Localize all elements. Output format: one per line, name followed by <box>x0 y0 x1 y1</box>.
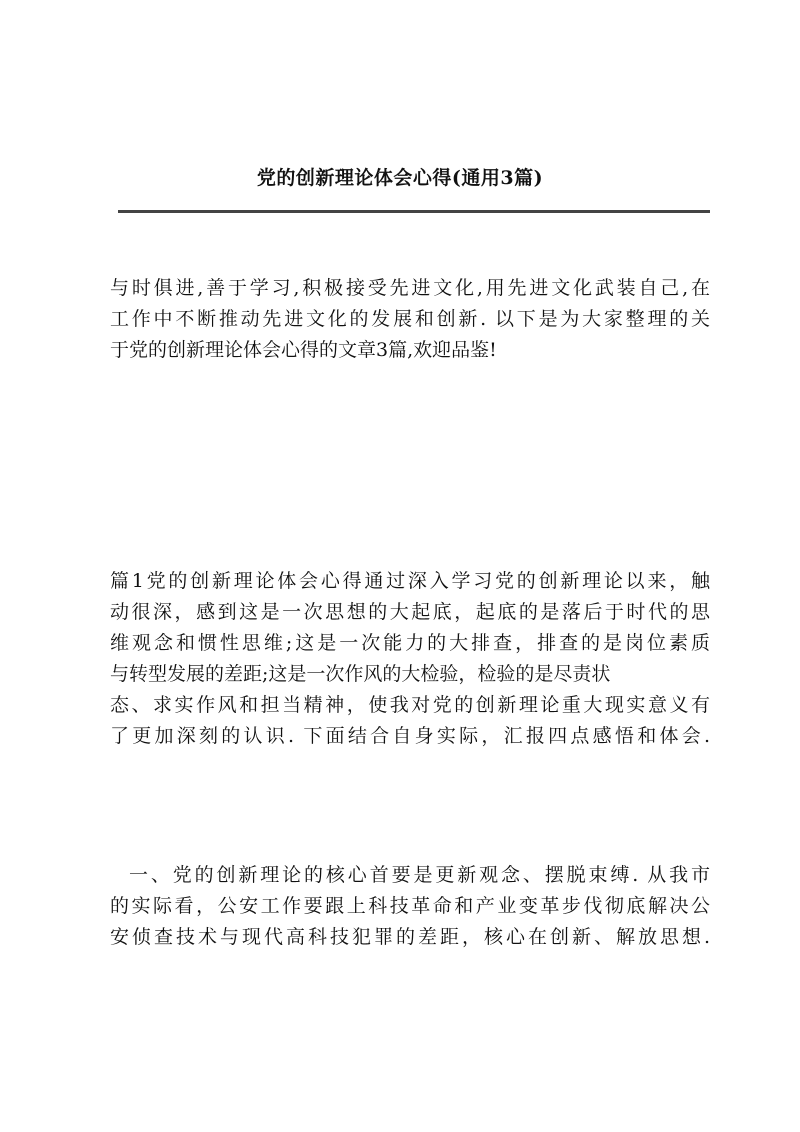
paragraph-line: 了更加深刻的认识. 下面结合自身实际，汇报四点感悟和体会. <box>110 725 710 747</box>
paragraph-line: 与转型发展的差距;这是一次作风的大检验，检验的是尽责状 <box>110 663 611 685</box>
intro-paragraph <box>110 273 710 366</box>
point-1-paragraph <box>110 860 710 953</box>
paragraph-line: 篇1党的创新理论体会心得通过深入学习党的创新理论以来，触 <box>110 570 710 592</box>
paragraph-line: 安侦查技术与现代高科技犯罪的差距，核心在创新、解放思想. <box>110 926 710 948</box>
document-title: 党的创新理论体会心得(通用3篇) <box>256 167 544 189</box>
paragraph-line: 动很深，感到这是一次思想的大起底，起底的是落后于时代的思 <box>110 601 710 623</box>
paragraph-line: 于党的创新理论体会心得的文章3篇,欢迎品鉴! <box>110 339 497 361</box>
paragraph-line: 的实际看，公安工作要跟上科技革命和产业变革步伐彻底解决公 <box>110 895 710 917</box>
title-divider <box>118 210 710 213</box>
paragraph-line: 态、求实作风和担当精神，使我对党的创新理论重大现实意义有 <box>110 694 710 716</box>
section-1-paragraph <box>110 566 710 752</box>
paragraph-line: 工作中不断推动先进文化的发展和创新. 以下是为大家整理的关 <box>110 308 710 330</box>
paragraph-line: 与时俱进,善于学习,积极接受先进文化,用先进文化武装自己,在 <box>110 277 710 299</box>
paragraph-line: 维观念和惯性思维;这是一次能力的大排查，排查的是岗位素质 <box>110 632 710 654</box>
paragraph-line: 一、党的创新理论的核心首要是更新观念、摆脱束缚. 从我市 <box>129 864 710 886</box>
